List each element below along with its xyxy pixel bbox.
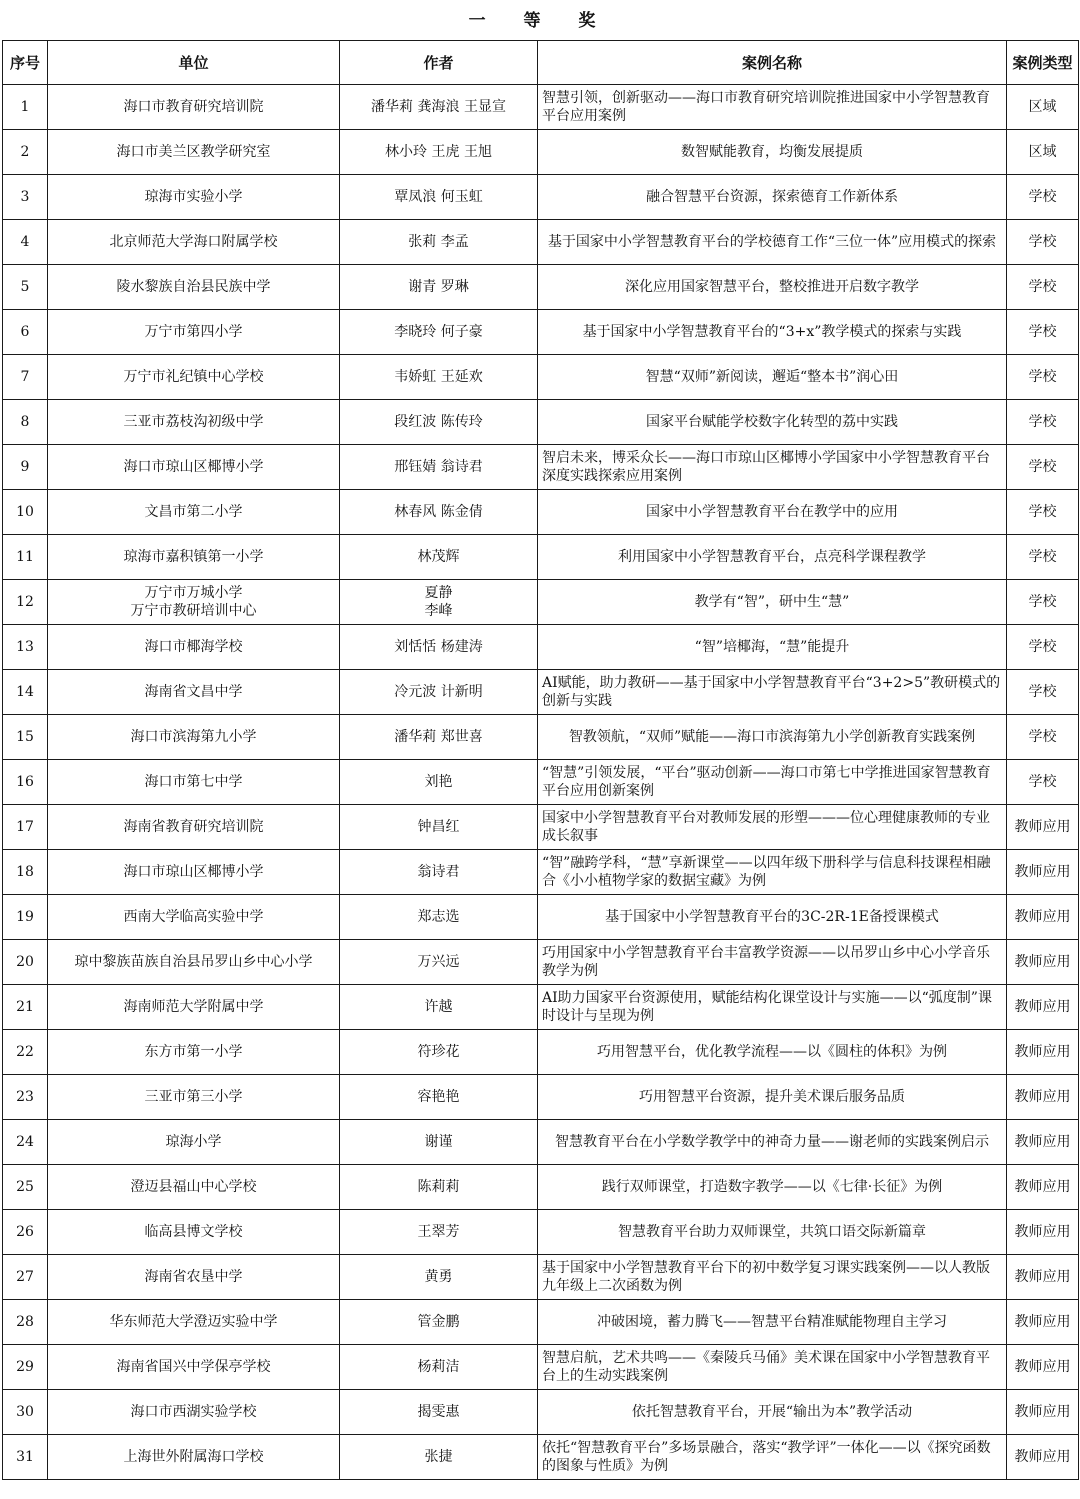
cell-author: 万兴远: [340, 940, 538, 985]
table-row: [3, 625, 1079, 670]
cell-author: 刘艳: [340, 760, 538, 805]
cell-author: 钟昌红: [340, 805, 538, 850]
cell-unit: 海口市椰海学校: [48, 625, 340, 670]
cell-case-name: 智慧教育平台在小学数学教学中的神奇力量——谢老师的实践案例启示: [538, 1120, 1007, 1165]
table-row: [3, 130, 1079, 175]
cell-no: 29: [3, 1345, 48, 1390]
cell-author: 张捷: [340, 1435, 538, 1480]
cell-case-name: 依托智慧教育平台，开展“输出为本”教学活动: [538, 1390, 1007, 1435]
cell-case-name: 智教领航，“双师”赋能——海口市滨海第九小学创新教育实践案例: [538, 715, 1007, 760]
table-row: [3, 580, 1079, 625]
table-row: [3, 1300, 1079, 1345]
table-row: [3, 400, 1079, 445]
cell-case-type: 学校: [1007, 535, 1079, 580]
cell-unit: 万宁市第四小学: [48, 310, 340, 355]
cell-author: 冷元波 计新明: [340, 670, 538, 715]
cell-unit: 海南省文昌中学: [48, 670, 340, 715]
cell-author: 段红波 陈传玲: [340, 400, 538, 445]
cell-case-type: 教师应用: [1007, 1390, 1079, 1435]
cell-case-type: 教师应用: [1007, 1255, 1079, 1300]
cell-case-type: 学校: [1007, 265, 1079, 310]
cell-author: 符珍花: [340, 1030, 538, 1075]
cell-no: 27: [3, 1255, 48, 1300]
cell-author: 许越: [340, 985, 538, 1030]
cell-case-type: 教师应用: [1007, 1165, 1079, 1210]
cell-unit: 海南省教育研究培训院: [48, 805, 340, 850]
cell-no: 2: [3, 130, 48, 175]
cell-case-name: AI助力国家平台资源使用，赋能结构化课堂设计与实施——以“弧度制”课时设计与呈现为例: [538, 985, 1007, 1030]
cell-unit: 三亚市荔枝沟初级中学: [48, 400, 340, 445]
cell-no: 1: [3, 85, 48, 130]
table-row: [3, 1435, 1079, 1480]
cell-case-name: 践行双师课堂，打造数字教学——以《七律·长征》为例: [538, 1165, 1007, 1210]
cell-case-name: 数智赋能教育，均衡发展提质: [538, 130, 1007, 175]
table-row: [3, 535, 1079, 580]
table-row: [3, 220, 1079, 265]
cell-case-name: 基于国家中小学智慧教育平台的学校德育工作“三位一体”应用模式的探索: [538, 220, 1007, 265]
cell-author: 刘恬恬 杨建涛: [340, 625, 538, 670]
cell-case-name: 基于国家中小学智慧教育平台的3C-2R-1E备授课模式: [538, 895, 1007, 940]
cell-case-name: 智慧引领，创新驱动——海口市教育研究培训院推进国家中小学智慧教育平台应用案例: [538, 85, 1007, 130]
table-row: [3, 490, 1079, 535]
table-row: [3, 265, 1079, 310]
award-table: [2, 40, 1079, 1480]
cell-no: 12: [3, 580, 48, 625]
cell-unit: 万宁市礼纪镇中心学校: [48, 355, 340, 400]
cell-author: 林茂辉: [340, 535, 538, 580]
table-row: [3, 355, 1079, 400]
cell-case-type: 教师应用: [1007, 1435, 1079, 1480]
cell-author: 郑志选: [340, 895, 538, 940]
cell-author: 潘华莉 郑世喜: [340, 715, 538, 760]
cell-case-name: 国家中小学智慧教育平台对教师发展的形塑———位心理健康教师的专业成长叙事: [538, 805, 1007, 850]
cell-case-name: 智慧教育平台助力双师课堂，共筑口语交际新篇章: [538, 1210, 1007, 1255]
cell-case-type: 学校: [1007, 580, 1079, 625]
cell-case-name: 巧用智慧平台资源，提升美术课后服务品质: [538, 1075, 1007, 1120]
cell-case-type: 教师应用: [1007, 1075, 1079, 1120]
cell-no: 26: [3, 1210, 48, 1255]
cell-no: 20: [3, 940, 48, 985]
cell-author: 陈莉莉: [340, 1165, 538, 1210]
header-case-type: 案例类型: [1007, 41, 1079, 85]
header-unit: 单位: [48, 41, 340, 85]
cell-case-name: 深化应用国家智慧平台，整校推进开启数字教学: [538, 265, 1007, 310]
cell-author: 谢谨: [340, 1120, 538, 1165]
cell-unit: 三亚市第三小学: [48, 1075, 340, 1120]
cell-case-type: 区域: [1007, 130, 1079, 175]
cell-unit: 澄迈县福山中心学校: [48, 1165, 340, 1210]
cell-no: 24: [3, 1120, 48, 1165]
table-row: [3, 1165, 1079, 1210]
cell-case-name: 融合智慧平台资源，探索德育工作新体系: [538, 175, 1007, 220]
cell-no: 9: [3, 445, 48, 490]
cell-author: 王翠芳: [340, 1210, 538, 1255]
cell-unit: 琼海小学: [48, 1120, 340, 1165]
cell-no: 13: [3, 625, 48, 670]
cell-unit: 琼海市嘉积镇第一小学: [48, 535, 340, 580]
cell-case-name: “智”培椰海，“慧”能提升: [538, 625, 1007, 670]
cell-case-type: 教师应用: [1007, 985, 1079, 1030]
cell-case-name: “智慧”引领发展，“平台”驱动创新——海口市第七中学推进国家智慧教育平台应用创新案例: [538, 760, 1007, 805]
table-row: [3, 1390, 1079, 1435]
cell-unit: 琼中黎族苗族自治县吊罗山乡中心小学: [48, 940, 340, 985]
cell-no: 23: [3, 1075, 48, 1120]
cell-unit: 海口市第七中学: [48, 760, 340, 805]
cell-no: 19: [3, 895, 48, 940]
cell-unit: 海口市滨海第九小学: [48, 715, 340, 760]
cell-author: 谢青 罗琳: [340, 265, 538, 310]
cell-unit: 海口市西湖实验学校: [48, 1390, 340, 1435]
cell-case-name: 智启未来，博采众长——海口市琼山区椰博小学国家中小学智慧教育平台深度实践探索应用案例: [538, 445, 1007, 490]
cell-author: 邢钰婧 翁诗君: [340, 445, 538, 490]
cell-unit: 西南大学临高实验中学: [48, 895, 340, 940]
table-row: [3, 850, 1079, 895]
cell-case-name: 国家平台赋能学校数字化转型的荔中实践: [538, 400, 1007, 445]
cell-author: 夏静 李峰: [340, 580, 538, 625]
cell-no: 31: [3, 1435, 48, 1480]
cell-no: 28: [3, 1300, 48, 1345]
table-row: [3, 940, 1079, 985]
cell-case-name: 教学有“智”，研中生“慧”: [538, 580, 1007, 625]
cell-case-type: 教师应用: [1007, 1210, 1079, 1255]
cell-unit: 海口市美兰区教学研究室: [48, 130, 340, 175]
cell-case-type: 学校: [1007, 760, 1079, 805]
cell-unit: 上海世外附属海口学校: [48, 1435, 340, 1480]
cell-case-type: 教师应用: [1007, 1120, 1079, 1165]
cell-author: 李晓玲 何子豪: [340, 310, 538, 355]
cell-case-type: 教师应用: [1007, 805, 1079, 850]
cell-unit: 琼海市实验小学: [48, 175, 340, 220]
cell-author: 韦娇虹 王延欢: [340, 355, 538, 400]
cell-unit: 海南师范大学附属中学: [48, 985, 340, 1030]
cell-unit: 万宁市万城小学 万宁市教研培训中心: [48, 580, 340, 625]
cell-case-type: 教师应用: [1007, 1030, 1079, 1075]
cell-case-name: 巧用智慧平台，优化教学流程——以《圆柱的体积》为例: [538, 1030, 1007, 1075]
cell-unit: 陵水黎族自治县民族中学: [48, 265, 340, 310]
cell-case-name: 智慧“双师”新阅读，邂逅“整本书”润心田: [538, 355, 1007, 400]
cell-author: 潘华莉 龚海浪 王显宣: [340, 85, 538, 130]
table-row: [3, 985, 1079, 1030]
table-row: [3, 1120, 1079, 1165]
cell-no: 11: [3, 535, 48, 580]
header-author: 作者: [340, 41, 538, 85]
header-case-name: 案例名称: [538, 41, 1007, 85]
table-row: [3, 85, 1079, 130]
cell-no: 14: [3, 670, 48, 715]
cell-no: 16: [3, 760, 48, 805]
table-header: [3, 41, 1079, 85]
cell-case-type: 学校: [1007, 670, 1079, 715]
cell-case-name: 基于国家中小学智慧教育平台下的初中数学复习课实践案例——以人教版九年级上二次函数为例: [538, 1255, 1007, 1300]
cell-no: 22: [3, 1030, 48, 1075]
cell-author: 杨莉洁: [340, 1345, 538, 1390]
cell-case-type: 学校: [1007, 310, 1079, 355]
cell-no: 17: [3, 805, 48, 850]
cell-case-type: 学校: [1007, 715, 1079, 760]
cell-case-type: 学校: [1007, 625, 1079, 670]
cell-unit: 北京师范大学海口附属学校: [48, 220, 340, 265]
table-row: [3, 1345, 1079, 1390]
cell-unit: 海口市琼山区椰博小学: [48, 445, 340, 490]
page-title: 一 等 奖: [468, 11, 612, 31]
cell-no: 30: [3, 1390, 48, 1435]
cell-case-name: AI赋能，助力教研——基于国家中小学智慧教育平台“3+2>5”教研模式的创新与实践: [538, 670, 1007, 715]
cell-author: 容艳艳: [340, 1075, 538, 1120]
cell-author: 翁诗君: [340, 850, 538, 895]
cell-case-name: 依托“智慧教育平台”多场景融合，落实“教学评”一体化——以《探究函数的图象与性质》为例: [538, 1435, 1007, 1480]
cell-author: 管金鹏: [340, 1300, 538, 1345]
cell-no: 7: [3, 355, 48, 400]
cell-unit: 东方市第一小学: [48, 1030, 340, 1075]
cell-no: 21: [3, 985, 48, 1030]
cell-unit: 海南省农垦中学: [48, 1255, 340, 1300]
cell-case-name: 冲破困境，蓄力腾飞——智慧平台精准赋能物理自主学习: [538, 1300, 1007, 1345]
table-row: [3, 760, 1079, 805]
cell-case-name: 巧用国家中小学智慧教育平台丰富教学资源——以吊罗山乡中心小学音乐教学为例: [538, 940, 1007, 985]
table-row: [3, 310, 1079, 355]
cell-case-name: 利用国家中小学智慧教育平台，点亮科学课程教学: [538, 535, 1007, 580]
cell-case-type: 学校: [1007, 445, 1079, 490]
table-row: [3, 670, 1079, 715]
cell-case-name: “智”融跨学科，“慧”享新课堂——以四年级下册科学与信息科技课程相融合《小小植物学家的数据宝藏》为例: [538, 850, 1007, 895]
cell-unit: 海南省国兴中学保亭学校: [48, 1345, 340, 1390]
cell-case-name: 基于国家中小学智慧教育平台的“3+x”教学模式的探索与实践: [538, 310, 1007, 355]
cell-no: 15: [3, 715, 48, 760]
cell-unit: 海口市教育研究培训院: [48, 85, 340, 130]
cell-case-type: 教师应用: [1007, 850, 1079, 895]
header-no: 序号: [3, 41, 48, 85]
cell-no: 3: [3, 175, 48, 220]
cell-case-type: 区域: [1007, 85, 1079, 130]
cell-case-name: 智慧启航，艺术共鸣——《秦陵兵马俑》美术课在国家中小学智慧教育平台上的生动实践案例: [538, 1345, 1007, 1390]
table-row: [3, 1030, 1079, 1075]
cell-author: 揭雯惠: [340, 1390, 538, 1435]
cell-case-type: 学校: [1007, 355, 1079, 400]
cell-case-type: 学校: [1007, 490, 1079, 535]
cell-unit: 文昌市第二小学: [48, 490, 340, 535]
cell-no: 6: [3, 310, 48, 355]
cell-no: 5: [3, 265, 48, 310]
cell-no: 18: [3, 850, 48, 895]
table-row: [3, 1075, 1079, 1120]
table-row: [3, 805, 1079, 850]
cell-author: 覃凤浪 何玉虹: [340, 175, 538, 220]
cell-case-type: 学校: [1007, 175, 1079, 220]
header-row: [3, 41, 1079, 85]
table-row: [3, 175, 1079, 220]
cell-author: 黄勇: [340, 1255, 538, 1300]
table-row: [3, 715, 1079, 760]
table-row: [3, 445, 1079, 490]
cell-author: 林春风 陈金倩: [340, 490, 538, 535]
cell-author: 张莉 李孟: [340, 220, 538, 265]
cell-case-type: 教师应用: [1007, 940, 1079, 985]
cell-no: 8: [3, 400, 48, 445]
cell-no: 25: [3, 1165, 48, 1210]
cell-case-type: 学校: [1007, 400, 1079, 445]
cell-case-type: 学校: [1007, 220, 1079, 265]
cell-case-name: 国家中小学智慧教育平台在教学中的应用: [538, 490, 1007, 535]
cell-no: 4: [3, 220, 48, 265]
cell-unit: 临高县博文学校: [48, 1210, 340, 1255]
cell-case-type: 教师应用: [1007, 1300, 1079, 1345]
cell-no: 10: [3, 490, 48, 535]
table-row: [3, 895, 1079, 940]
table-row: [3, 1255, 1079, 1300]
cell-author: 林小玲 王虎 王旭: [340, 130, 538, 175]
cell-unit: 华东师范大学澄迈实验中学: [48, 1300, 340, 1345]
cell-case-type: 教师应用: [1007, 1345, 1079, 1390]
cell-unit: 海口市琼山区椰博小学: [48, 850, 340, 895]
table-row: [3, 1210, 1079, 1255]
table-body: [3, 85, 1079, 1480]
cell-case-type: 教师应用: [1007, 895, 1079, 940]
